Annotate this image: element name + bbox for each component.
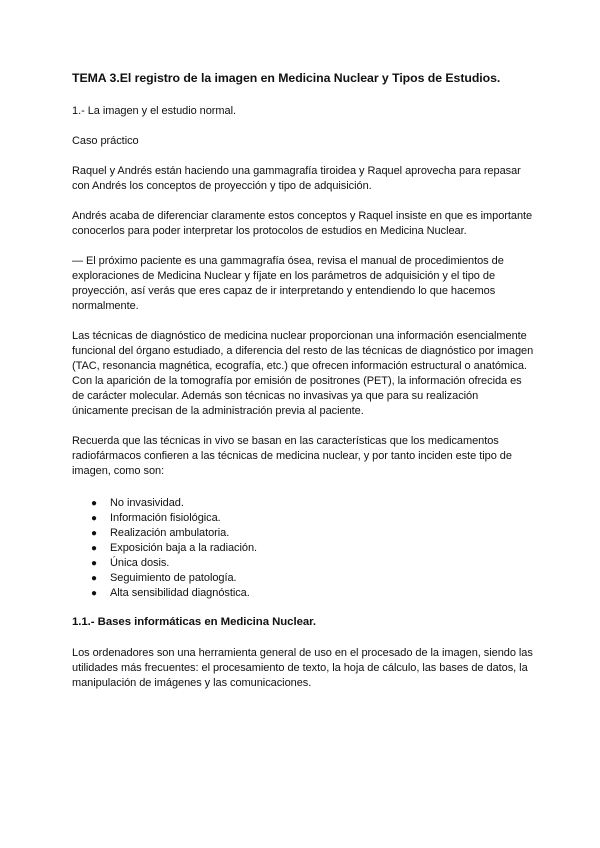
document-page <box>72 70 534 706</box>
list-item <box>91 496 534 511</box>
paragraph-final: Los ordenadores son una herramienta general de uso en el procesado de la imagen, siendo las utilidades más frecuentes: el procesamiento de texto, la hoja de cálculo, las bases de datos, la manipulación de imágenes y las comunicaciones. <box>72 647 533 689</box>
bullet-icon: ● <box>91 543 97 554</box>
feature-list <box>72 496 534 601</box>
bullet-icon: ● <box>91 498 97 509</box>
paragraph-4: Las técnicas de diagnóstico de medicina nuclear proporcionan una información esencialmente funcional del órgano estudiado, a diferencia del resto de las técnicas de diagnóstico por imagen (TAC, resonancia magnética, ecografía, etc.) que ofrecen información estructural o anatómica. Con la aparición de la tomografía por emisión de positrones (PET), la información ofrecida es de carácter molecular. Además son técnicas no invasivas ya que para su realización únicamente precisan de la administración previa al paciente. <box>72 330 534 417</box>
bullet-icon: ● <box>91 528 97 539</box>
bullet-icon: ● <box>91 558 97 569</box>
list-item <box>91 541 534 556</box>
list-item-text: Seguimiento de patología. <box>110 572 237 584</box>
list-item-text: Información fisiológica. <box>110 512 221 524</box>
paragraph-3: — El próximo paciente es una gammagrafía ósea, revisa el manual de procedimientos de exploraciones de Medicina Nuclear y fíjate en los parámetros de adquisición y el tipo de proyección, así verás que eres capaz de ir interpretando y entendiendo lo que hacemos normalmente. <box>72 255 504 312</box>
list-item <box>91 586 534 601</box>
paragraph-1: Raquel y Andrés están haciendo una gammagrafía tiroidea y Raquel aprovecha para repasar con Andrés los conceptos de proyección y tipo de adquisición. <box>72 165 521 192</box>
list-item-text: No invasividad. <box>110 497 184 509</box>
subsection-heading: 1.1.- Bases informáticas en Medicina Nuclear. <box>72 616 317 628</box>
paragraph-5: Recuerda que las técnicas in vivo se basan en las características que los medicamentos radiofármacos confieren a las técnicas de medicina nuclear, y por tanto inciden este tipo de imagen, como son: <box>72 435 512 477</box>
list-item <box>91 556 534 571</box>
list-item <box>91 511 534 526</box>
list-item-text: Realización ambulatoria. <box>110 527 230 539</box>
list-item-text: Única dosis. <box>110 557 170 569</box>
bullet-icon: ● <box>91 588 97 599</box>
list-item-text: Alta sensibilidad diagnóstica. <box>110 587 250 599</box>
list-item <box>91 571 534 586</box>
paragraph-2: Andrés acaba de diferenciar claramente estos conceptos y Raquel insiste en que es importante conocerlos para poder interpretar los protocolos de estudios en Medicina Nuclear. <box>72 210 533 237</box>
caso-practico-label: Caso práctico <box>72 135 139 147</box>
document-title: TEMA 3.El registro de la imagen en Medicina Nuclear y Tipos de Estudios. <box>72 71 501 85</box>
section-heading: 1.- La imagen y el estudio normal. <box>72 105 236 117</box>
bullet-icon: ● <box>91 573 97 584</box>
list-item <box>91 526 534 541</box>
list-item-text: Exposición baja a la radiación. <box>110 542 258 554</box>
bullet-icon: ● <box>91 513 97 524</box>
